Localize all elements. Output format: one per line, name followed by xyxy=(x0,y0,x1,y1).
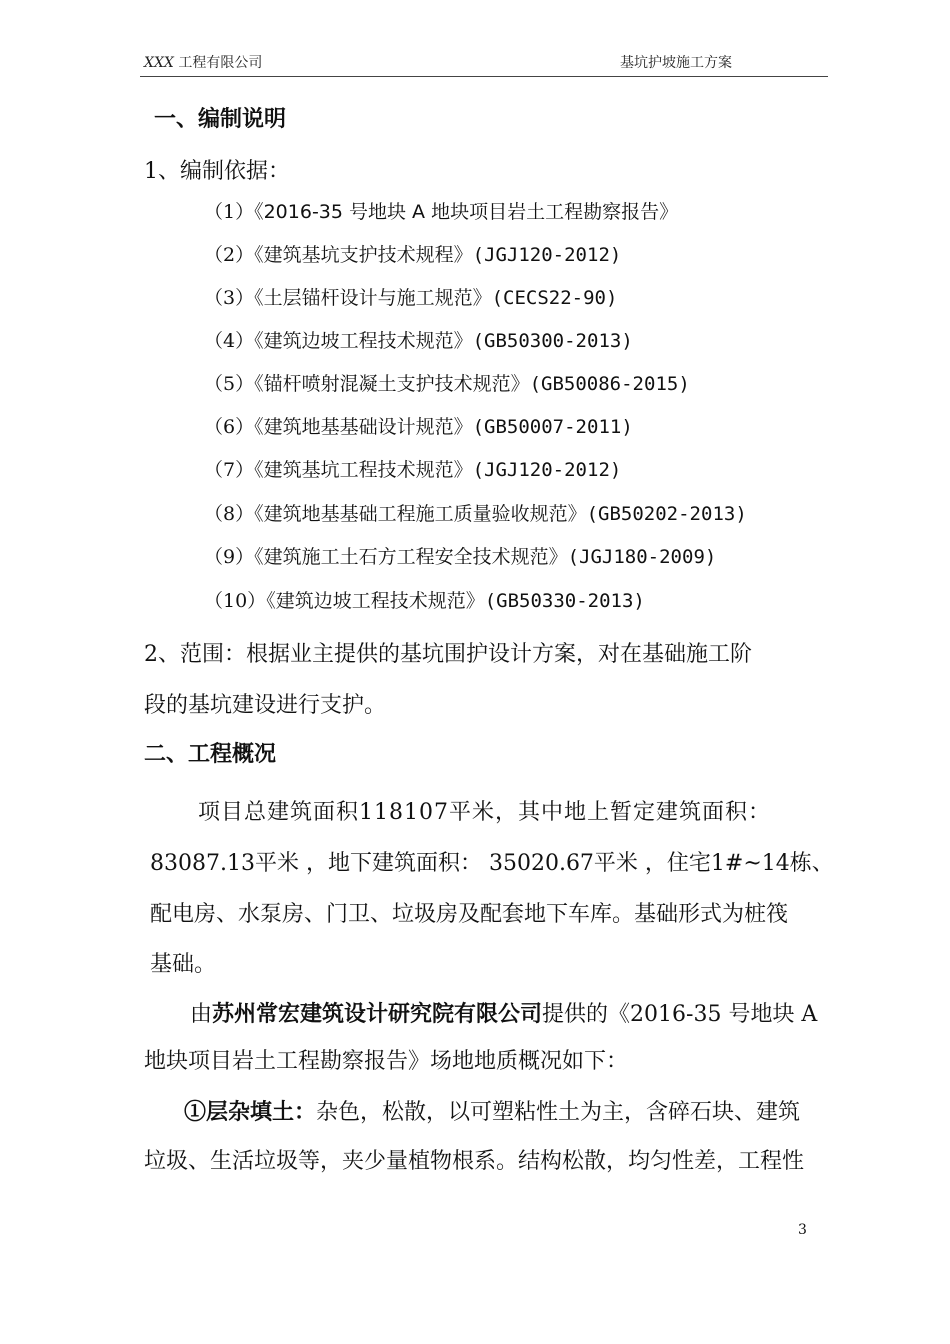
layer1-line-2: 垃圾、生活垃圾等，夹少量植物根系。结构松散，均匀性差，工程性 xyxy=(144,1149,805,1174)
scope-line-1: 2、范围：根据业主提供的基坑围护设计方案，对在基础施工阶 xyxy=(144,642,752,667)
geology-intro-line-2: 地块项目岩土工程勘察报告》场地地质概况如下： xyxy=(144,1049,629,1074)
reference-item: （2）《建筑基坑支护技术规程》(JGJ120-2012) xyxy=(204,244,622,266)
overview-line-4: 基础。 xyxy=(150,952,217,977)
reference-item: （10）《建筑边坡工程技术规范》(GB50330-2013) xyxy=(204,590,645,612)
overview-line-1: 项目总建筑面积118107平米，其中地上暂定建筑面积： xyxy=(198,800,771,825)
geology-intro-line-1: 由苏州常宏建筑设计研究院有限公司提供的《2016-35 号地块 A xyxy=(190,1001,818,1027)
reference-item: （9）《建筑施工土石方工程安全技术规范》(JGJ180-2009) xyxy=(204,546,717,568)
page-number: 3 xyxy=(798,1222,807,1238)
survey-company: 苏州常宏建筑设计研究院有限公司 xyxy=(212,1001,543,1027)
section2-heading: 二、工程概况 xyxy=(144,742,277,767)
overview-line-3: 配电房、水泵房、门卫、垃圾房及配套地下车库。基础形式为桩筏 xyxy=(150,902,789,927)
reference-item: （1）《2016-35 号地块 A 地块项目岩土工程勘察报告》 xyxy=(204,201,679,223)
reference-item: （4）《建筑边坡工程技术规范》(GB50300-2013) xyxy=(204,330,633,352)
layer1-line-1: ①层杂填土：杂色，松散，以可塑粘性土为主，含碎石块、建筑 xyxy=(184,1099,801,1125)
section1-heading: 一、编制说明 xyxy=(154,107,287,132)
overview-line-2: 83087.13平米 ，地下建筑面积： 35020.67平米 ，住宅1#~14栋、 xyxy=(150,851,834,876)
reference-item: （6）《建筑地基基础设计规范》(GB50007-2011) xyxy=(204,416,633,438)
reference-item: （5）《锚杆喷射混凝土支护技术规范》(GB50086-2015) xyxy=(204,373,690,395)
header-company: XXX 工程有限公司 xyxy=(144,55,263,71)
reference-item: （8）《建筑地基基础工程施工质量验收规范》(GB50202-2013) xyxy=(204,503,747,525)
basis-label: 1、编制依据： xyxy=(144,159,290,184)
header-doc-title: 基坑护坡施工方案 xyxy=(620,55,732,71)
header-rule xyxy=(140,76,828,77)
reference-item: （7）《建筑基坑工程技术规范》(JGJ120-2012) xyxy=(204,459,622,481)
scope-line-2: 段的基坑建设进行支护。 xyxy=(144,693,387,718)
layer1-label: ①层杂填土： xyxy=(184,1099,317,1125)
reference-item: （3）《土层锚杆设计与施工规范》(CECS22-90) xyxy=(204,287,618,309)
